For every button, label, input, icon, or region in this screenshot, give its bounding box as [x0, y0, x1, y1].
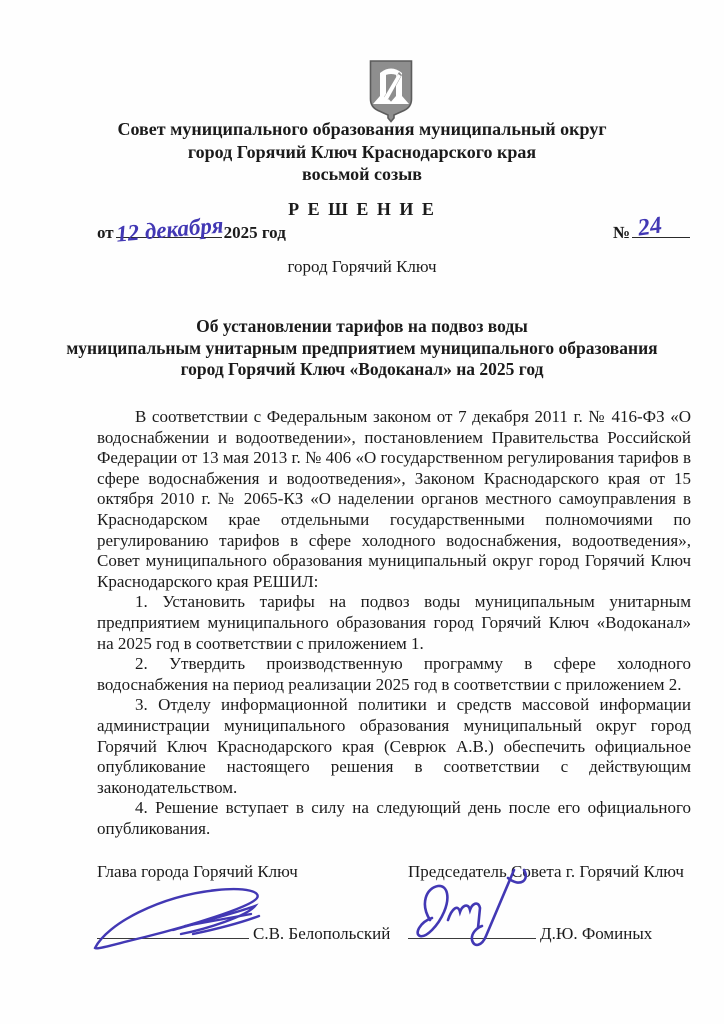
number-field — [612, 212, 690, 243]
org-header — [0, 118, 724, 186]
date-suffix: 2025 год — [223, 223, 286, 242]
signer-name-chairman: Д.Ю. Фоминых — [540, 924, 653, 943]
signature-row-chairman — [408, 924, 652, 944]
document-title — [0, 316, 724, 381]
org-line-3: восьмой созыв — [302, 164, 422, 184]
doc-type-heading: Р Е Ш Е Н И Е — [288, 199, 436, 219]
document-body — [97, 407, 691, 839]
signature-line-chairman — [408, 924, 536, 939]
signature-ink-mayor — [89, 882, 279, 960]
signature-block-mayor — [97, 862, 397, 943]
number-underline — [632, 212, 690, 242]
date-prefix: от — [97, 223, 114, 242]
date-field — [97, 212, 286, 247]
title-line-2: муниципальным унитарным предприятием муниципального образования — [66, 337, 658, 358]
preamble-paragraph: В соответствии с Федеральным законом от 7 декабря 2011 г. № 416-ФЗ «О водоснабжении и водоотведении», постановлением Правительства Российской Федерации от 13 мая 2013 г. № 406 «О государственном регулирования тарифов в сфере водоснабжения и водоотведения», Законом Краснодарского края от 15 октября 2010 г. № 2065-КЗ «О наделении органов местного самоуправления в Краснодарском крае отдельными государственными полномочиями по регулированию тарифов в сфере холодного водоснабжения, водоотведения», Совет муниципального образования муниципальный округ город Горячий Ключ Краснодарского края РЕШИЛ: — [97, 407, 691, 591]
handwritten-number: 24 — [636, 212, 664, 242]
number-label: № — [612, 223, 630, 242]
signature-block-chairman — [408, 862, 693, 943]
date-number-row — [97, 212, 690, 253]
org-line-1: Совет муниципального образования муниципальный округ — [117, 119, 607, 139]
coat-of-arms-icon — [368, 59, 414, 123]
signer-title-mayor: Глава города Горячий Ключ — [97, 862, 298, 881]
org-line-2: город Горячий Ключ Краснодарского края — [187, 141, 537, 162]
title-line-3: город Горячий Ключ «Водоканал» на 2025 год — [180, 359, 544, 379]
signature-line-mayor — [97, 924, 249, 939]
signer-title-chairman: Председатель Совета г. Горячий Ключ — [408, 862, 684, 881]
signer-name-mayor: С.В. Белопольский — [253, 924, 391, 943]
signature-row-mayor — [97, 924, 390, 944]
resolution-item-4: 4. Решение вступает в силу на следующий день после его официального опубликования. — [97, 798, 691, 838]
handwritten-date: 12 декабря — [114, 212, 224, 247]
title-line-1: Об установлении тарифов на подвоз воды — [196, 316, 528, 336]
resolution-item-1: 1. Установить тарифы на подвоз воды муниципальным унитарным предприятием муниципального образования город Горячий Ключ «Водоканал» на 2025 год в соответствии с приложением 1. — [97, 592, 691, 653]
resolution-item-3: 3. Отделу информационной политики и средств массовой информации администрации муниципального образования муниципальный округ город Горячий Ключ Краснодарского края (Севрюк А.В.) обеспечить официальное опубликование настоящего решения в соответствии с действующим законодательством. — [97, 695, 691, 797]
resolution-item-2: 2. Утвердить производственную программу в сфере холодного водоснабжения на период реализации 2025 год в соответствии с приложением 2. — [97, 654, 691, 694]
date-underline — [114, 212, 224, 247]
place-line: город Горячий Ключ — [287, 257, 437, 276]
